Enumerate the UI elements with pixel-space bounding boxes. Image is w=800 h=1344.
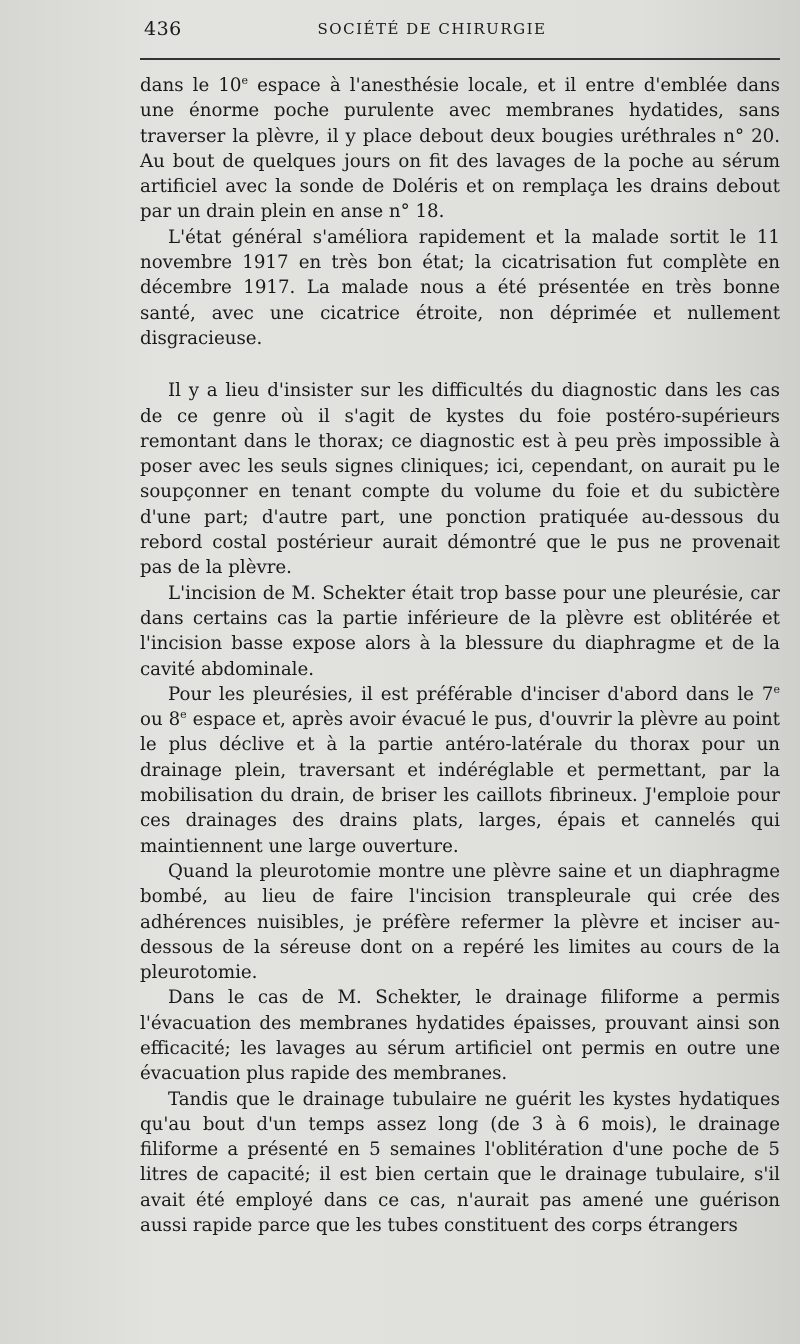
paragraph-6: Quand la pleurotomie montre une plèvre saine et un diaphragme bombé, au lieu de faire l'incision transpleurale qui crée des adhérences nuisibles, je préfère refermer la plèvre et inciser au-dessous de la séreuse dont on a repéré les limites au cours de la pleurotomie. xyxy=(140,860,780,984)
header-rule xyxy=(140,58,780,60)
page-header xyxy=(144,18,760,44)
paragraph-4: L'incision de M. Schekter était trop basse pour une pleurésie, car dans certains cas la partie inférieure de la plèvre est oblitérée et l'incision basse expose alors à la blessure du diaphragme et de la cavité abdominale. xyxy=(140,582,780,680)
paragraph-8: Tandis que le drainage tubulaire ne guérit les kystes hydatiques qu'au bout d'un temps assez long (de 3 à 6 mois), le drainage filiforme a présenté en 5 semaines l'oblitération d'une poche de 5 litres de capacité; il est bien certain que le drainage tubulaire, s'il avait été employé dans ce cas, n'aurait pas amené une guérison aussi rapide parce que les tubes constituent des corps étrangers xyxy=(140,1088,780,1237)
paragraph-7: Dans le cas de M. Schekter, le drainage filiforme a permis l'évacuation des membranes hydatides épaisses, prouvant ainsi son efficacité; les lavages au sérum artificiel ont permis en outre une évacuation plus rapide des membranes. xyxy=(140,987,780,1085)
body-text xyxy=(140,73,780,1238)
page-number: 436 xyxy=(144,18,182,40)
paragraph-1: dans le 10e espace à l'anesthésie locale, et il entre d'emblée dans une énorme poche purulente avec membranes hydatides, sans traverser la plèvre, il y place debout deux bougies uréthrales n° 20. Au bout de quelques jours on fit des lavages de la poche au sérum artificiel avec la sonde de Doléris et on remplaça les drains debout par un drain plein en anse n° 18. xyxy=(140,73,780,223)
paragraph-3: Il y a lieu d'insister sur les difficultés du diagnostic dans les cas de ce genre où il s'agit de kystes du foie postéro-supérieurs remontant dans le thorax; ce diagnostic est à peu près impossible à poser avec les seuls signes cliniques; ici, cependant, on aurait pu le soupçonner en tenant compte du volume du foie et du subictère d'une part; d'autre part, une ponction pratiquée au-dessous du rebord costal postérieur aurait démontré que le pus ne provenait pas de la plèvre. xyxy=(140,380,780,579)
paragraph-5: Pour les pleurésies, il est préférable d'inciser d'abord dans le 7e ou 8e espace et, après avoir évacué le pus, d'ouvrir la plèvre au point le plus déclive et à la partie antéro-latérale du thorax pour un drainage plein, traversant et indéréglable et permettant, par la mobilisation du drain, de briser les caillots fibrineux. J'emploie pour ces drainages des drains plats, larges, épais et cannelés qui maintiennent une large ouverture. xyxy=(140,682,780,857)
running-head: SOCIÉTÉ DE CHIRURGIE xyxy=(317,20,547,38)
paragraph-2: L'état général s'améliora rapidement et la malade sortit le 11 novembre 1917 en très bon état; la cicatrisation fut complète en décembre 1917. La malade nous a été présentée en très bonne santé, avec une cicatrice étroite, non déprimée et nullement disgracieuse. xyxy=(140,226,780,349)
